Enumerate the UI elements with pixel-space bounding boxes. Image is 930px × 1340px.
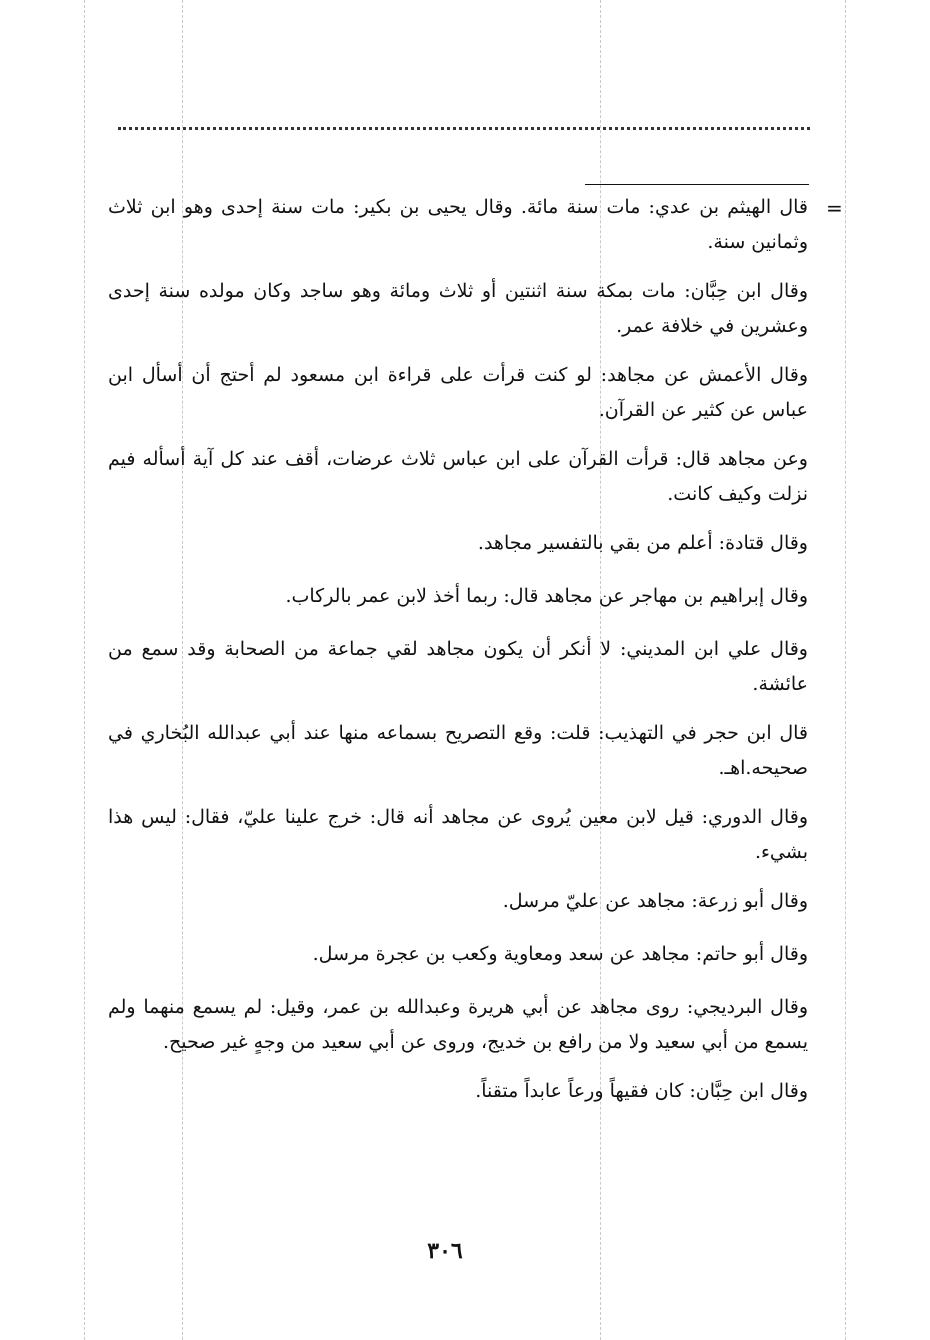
paragraph-mujahid-recitation: وعن مجاهد قال: قرأت القرآن على ابن عباس ثلاث عرضات، أقف عند كل آية أسأله فيم نزلت وكيف كانت.: [108, 448, 808, 505]
paragraph-duri: وقال الدوري: قيل لابن معين يُروى عن مجاهد أنه قال: خرج علينا عليّ، فقال: ليس هذا بشيء.: [108, 806, 808, 863]
paragraph-ibn-hibban-praise: وقال ابن حِبَّان: كان فقيهاً ورعاً عابداً متقناً.: [475, 1080, 808, 1102]
body-text: [108, 190, 808, 1123]
paragraph-haytham: قال الهيثم بن عدي: مات سنة مائة. وقال يحيى بن بكير: مات سنة إحدى وهو ابن ثلاث وثمانين سنة.: [108, 196, 808, 253]
paragraph-ibrahim: وقال إبراهيم بن مهاجر عن مجاهد قال: ربما أخذ لابن عمر بالركاب.: [285, 585, 808, 607]
paragraph-abu-hatim: وقال أبو حاتم: مجاهد عن سعد ومعاوية وكعب بن عجرة مرسل.: [312, 943, 808, 965]
scan-guide-line: [84, 0, 85, 1340]
paragraph-amash: وقال الأعمش عن مجاهد: لو كنت قرأت على قراءة ابن مسعود لم أحتج أن أسأل ابن عباس عن كثير عن القرآن.: [108, 364, 808, 421]
page-number: ٣٠٦: [427, 1238, 463, 1264]
scan-guide-line: [845, 0, 846, 1340]
paragraph-ibn-hajar: قال ابن حجر في التهذيب: قلت: وقع التصريح بسماعه منها عند أبي عبدالله البُخاري في صحيحه.اهـ.: [108, 722, 808, 779]
paragraph-qatada: وقال قتادة: أعلم من بقي بالتفسير مجاهد.: [477, 532, 808, 554]
dotted-separator: [118, 127, 810, 130]
paragraph-ibn-hibban-death: وقال ابن حِبَّان: مات بمكة سنة اثنتين أو ثلاث ومائة وهو ساجد وكان مولده سنة إحدى وعشرين في خلافة عمر.: [108, 280, 808, 337]
paragraph-bardiji: وقال البرديجي: روى مجاهد عن أبي هريرة وعبدالله بن عمر، وقيل: لم يسمع منهما ولم يسمع من أبي سعيد ولا من رافع بن خديج، وروى عن أبي سعيد من وجهٍ غير صحيح.: [108, 996, 808, 1053]
paragraph-ibn-madini: وقال علي ابن المديني: لا أنكر أن يكون مجاهد لقي جماعة من الصحابة وقد سمع من عائشة.: [108, 638, 808, 695]
footnote-rule: [585, 184, 809, 185]
continuation-mark: =: [826, 196, 843, 220]
paragraph-abu-zura: وقال أبو زرعة: مجاهد عن عليّ مرسل.: [502, 890, 808, 912]
